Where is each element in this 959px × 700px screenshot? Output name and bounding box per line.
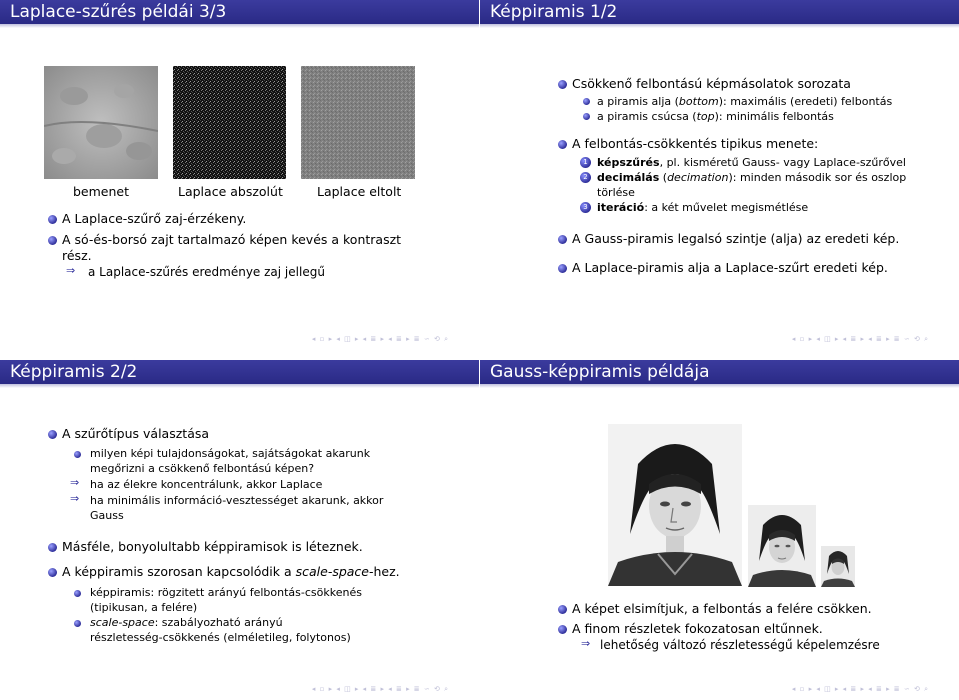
implication-text: ha az élekre koncentrálunk, akkor Laplace — [90, 478, 323, 491]
bullet-icon — [48, 543, 57, 552]
caption-input: bemenet — [73, 184, 130, 199]
bullet-text: A Gauss-piramis legalsó szintje (alja) az eredeti kép. — [572, 231, 900, 246]
bullet-text: A Laplace-szűrő zaj-érzékeny. — [62, 211, 247, 226]
numbered-text-cont: törlése — [597, 186, 635, 199]
bullet-icon — [48, 215, 57, 224]
bullet-icon — [558, 140, 567, 149]
implies-icon: ⇒ — [66, 264, 76, 277]
sub-bullet-text: milyen képi tulajdonságokat, sajátságokat akarunk — [90, 447, 371, 460]
sub-bullet-icon — [583, 98, 590, 105]
implies-icon: ⇒ — [70, 476, 80, 489]
sub-bullet-text: scale-space: szabályozható arányú — [90, 616, 283, 629]
sub-bullet-text: a piramis csúcsa (top): minimális felbontás — [597, 110, 834, 123]
implies-icon: ⇒ — [581, 637, 591, 650]
numbered-text: iteráció: a két művelet megismétlése — [597, 201, 809, 214]
bullet-text: A finom részletek fokozatosan eltűnnek. — [572, 621, 823, 636]
implies-icon: ⇒ — [70, 492, 80, 505]
implication-text-cont: Gauss — [90, 509, 124, 522]
sub-bullet-icon — [74, 590, 81, 597]
bullet-text: A só-és-borsó zajt tartalmazó képen kevés a kontraszt — [62, 232, 402, 247]
bullet-icon — [48, 568, 57, 577]
bullet-icon — [558, 235, 567, 244]
bullet-text: Másféle, bonyolultabb képpiramisok is léteznek. — [62, 539, 363, 554]
bullet-icon — [48, 236, 57, 245]
bullet-text: A szűrőtípus választása — [62, 426, 210, 441]
pyramid-level-0-image — [608, 424, 742, 586]
bullet-icon — [48, 430, 57, 439]
bullet-text: Csökkenő felbontású képmásolatok sorozata — [572, 76, 851, 91]
bullet-icon — [558, 605, 567, 614]
number-icon: 3 — [580, 202, 591, 213]
sub-bullet-text: képpiramis: rögzitett arányú felbontás-csökkenés — [90, 586, 362, 599]
sub-bullet-text-cont: részletesség-csökkenés (elméletileg, folytonos) — [90, 631, 351, 644]
laplace-shifted-image — [301, 66, 415, 179]
implication-text: lehetőség változó részletességű képelemzésre — [600, 638, 880, 652]
number-icon: 1 — [580, 157, 591, 168]
bullet-icon — [558, 80, 567, 89]
slide-pyramid-2 — [0, 350, 479, 700]
implication-text: a Laplace-szűrés eredménye zaj jellegű — [88, 265, 325, 279]
numbered-text: decimálás (decimation): minden második sor és oszlop — [597, 171, 907, 184]
input-image — [44, 66, 158, 179]
slide-title: Képpiramis 1/2 — [480, 0, 959, 24]
slide-gauss-pyramid-example — [480, 350, 959, 700]
bullet-icon — [558, 625, 567, 634]
nav-symbols[interactable]: ◂ ▫ ▸ ◂ ◫ ▸ ◂ ≣ ▸ ◂ ≣ ▸ ≣ ∽ ⟲ ⌕ — [791, 335, 929, 343]
slide-title: Képpiramis 2/2 — [0, 360, 479, 384]
sub-bullet-text: a piramis alja (bottom): maximális (eredeti) felbontás — [597, 95, 893, 108]
sub-bullet-text-cont: megőrizni a csökkenő felbontású képen? — [90, 462, 315, 475]
bullet-text-cont: rész. — [62, 248, 92, 263]
laplace-absolute-image — [173, 66, 286, 179]
caption-laplace-shifted: Laplace eltolt — [317, 184, 402, 199]
bullet-text: A Laplace-piramis alja a Laplace-szűrt eredeti kép. — [572, 260, 888, 275]
bullet-icon — [558, 264, 567, 273]
slide-title: Laplace-szűrés példái 3/3 — [0, 0, 479, 24]
nav-symbols[interactable]: ◂ ▫ ▸ ◂ ◫ ▸ ◂ ≣ ▸ ◂ ≣ ▸ ≣ ∽ ⟲ ⌕ — [311, 685, 449, 693]
number-icon: 2 — [580, 172, 591, 183]
bullet-text: A felbontás-csökkentés tipikus menete: — [572, 136, 819, 151]
sub-bullet-icon — [583, 113, 590, 120]
slide-laplace-examples — [0, 0, 479, 350]
bullet-text: A képet elsimítjuk, a felbontás a felére csökken. — [572, 601, 872, 616]
sub-bullet-icon — [74, 620, 81, 627]
caption-laplace-abs: Laplace abszolút — [178, 184, 283, 199]
numbered-text: képszűrés, pl. kisméretű Gauss- vagy Laplace-szűrővel — [597, 156, 906, 169]
slide-title: Gauss-képpiramis példája — [480, 360, 959, 384]
nav-symbols[interactable]: ◂ ▫ ▸ ◂ ◫ ▸ ◂ ≣ ▸ ◂ ≣ ▸ ≣ ∽ ⟲ ⌕ — [311, 335, 449, 343]
pyramid-level-1-image — [748, 505, 816, 587]
pyramid-level-2-image — [821, 546, 855, 587]
sub-bullet-text-cont: (tipikusan, a felére) — [90, 601, 198, 614]
nav-symbols[interactable]: ◂ ▫ ▸ ◂ ◫ ▸ ◂ ≣ ▸ ◂ ≣ ▸ ≣ ∽ ⟲ ⌕ — [791, 685, 929, 693]
sub-bullet-icon — [74, 451, 81, 458]
slide-pyramid-1 — [480, 0, 959, 350]
implication-text: ha minimális információ-vesztességet akarunk, akkor — [90, 494, 384, 507]
bullet-text: A képpiramis szorosan kapcsolódik a scale-space-hez. — [62, 564, 400, 579]
